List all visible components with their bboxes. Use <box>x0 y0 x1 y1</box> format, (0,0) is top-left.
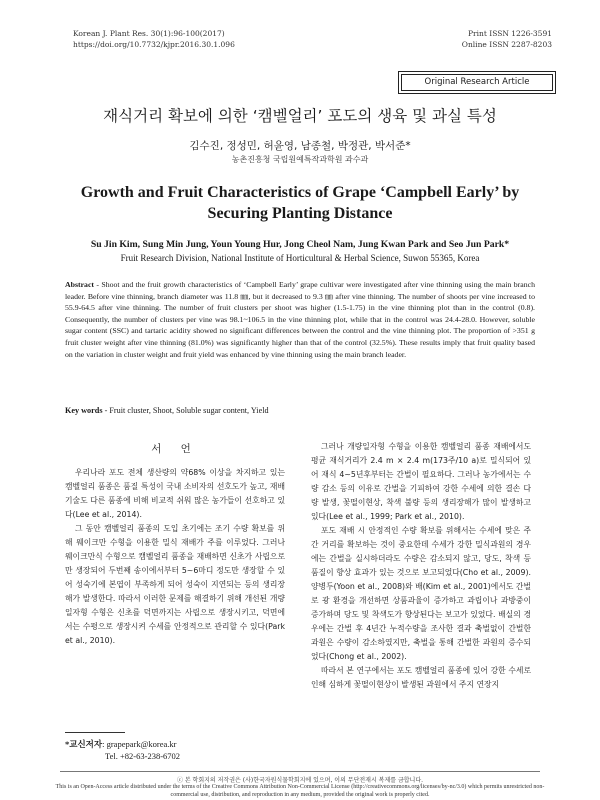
section-title-introduction: 서 언 <box>151 443 199 455</box>
body-paragraph: 그 동안 캠벨얼리 품종의 도입 초기에는 조기 수량 확보를 위해 웨이크만 수형을 이용한 밀식 재배가 주를 이루었다. 그러나 웨이크만식 수형으로 캠벨얼리 품종을 재배하면 신초가 사립으로만 생장되어 두번째 송이에서부터 5~6마디 정도만 생장할 수 있어 성숙기에 본엽이 부족하게 되어 성숙이 지연되는 등의 생리장해가 발생한다. 따라서 이러한 문제를 해결하기 위해 개선된 개량일자형 수형은 신초를 덕면까지는 사립으로 생장시키고, 덕면에서는 수평으로 생장시켜 수세를 안정적으로 관리할 수 있다(Park et al., 2010). <box>65 524 285 645</box>
article-type-badge: Original Research Article <box>401 74 553 91</box>
body-paragraph: 그러나 개량일자형 수형을 이용한 캠벨얼리 품종 재배에서도 평균 재식거리가 2.4 m × 2.4 m(173주/10 a)로 밀식되어 있어 재식 4~5년후부터는 간벌이 필요하다. 그러나 농가에서는 수량 감소 등의 이유로 간벌을 기피하여 강한 수세에 의한 결손 다량 발생, 꽃떨이현상, 착색 불량 등의 생리장해가 많이 발생하고 있다(Lee et al., 1999; Park et al., 2010). <box>311 442 531 521</box>
footnote-email[interactable]: : grapepark@korea.kr <box>102 739 177 749</box>
body-paragraph: 포도 재배 시 안정적인 수량 확보를 위해서는 수세에 맞은 주간 거리를 확보하는 것이 중요한데 수세가 강한 밀식과원의 경우에는 간벌을 실시하더라도 수량은 감소되지 않고, 당도, 착색 등 품질이 향상 효과가 있는 것으로 보고되었다(Cho et al., 2009). 양병두(Yoon et al., 2008)와 배(Kim et al., 2001)에서도 간벌로 광 환경을 개선하면 상품과율이 증가하고 과립이나 과방중이 증가하며 당도 및 착색도가 향상된다는 보고가 있었다. 배실의 경우에는 간벌 후 4년간 누적수량을 조사한 결과 축벌없이 간벌한 과원은 수량이 감소하였지만, 축벌을 통해 간벌한 과원의 증수되었다(Chong et al., 2002). <box>311 526 531 661</box>
keywords-text: - Fruit cluster, Shoot, Soluble sugar content, Yield <box>102 406 269 415</box>
journal-header <box>73 28 235 50</box>
korean-affiliation: 농촌진흥청 국립원예특작과학원 과수과 <box>231 155 369 164</box>
english-affiliation: Fruit Research Division, National Institute of Horticultural & Herbal Science, Suwon 55365, Korea <box>120 253 480 263</box>
footnote-divider <box>65 732 125 733</box>
keywords <box>65 406 535 415</box>
corresponding-author-footnote <box>65 738 180 762</box>
abstract <box>65 279 535 360</box>
footer-divider <box>60 771 540 772</box>
keywords-label: Key words <box>65 406 103 415</box>
issn-header <box>462 28 552 50</box>
footnote-tel: Tel. +82-63-238-6702 <box>105 751 181 761</box>
footnote-label: *교신저자 <box>65 739 103 749</box>
body-paragraph: 따라서 본 연구에서는 포도 캠벨얼리 품종에 있어 강한 수세로 인해 심하게 꽃떨이현상이 발생된 과원에서 주지 연장지 <box>311 666 531 689</box>
right-column <box>311 440 531 692</box>
abstract-text: - Shoot and the fruit growth characteristics of ‘Campbell Early’ grape cultivar were investigated after vine thinning using the main branch leader. Before vine thinning, branch diameter was 11.8 ㎜, but it decreased to 9.3 ㎜ after vine thinning. The number of shoots per vine increased to 55.9-64.5 after vine thinning. The number of fruit clusters per shoot was higher (1.5-1.75) in the vine thinning plot than in the control (0.8). Consequently, the number of clusters per vine was 98.1~106.5 in the vine thinning plot, while that in the control was 24.4-28.0. However, soluble sugar content (SSC) and tartaric acidity showed no significant differences between the control and the vine thinning plot. The proportion of >351 g fruit cluster weight after vine thinning (81.0%) was significantly higher than that of the control (32.5%). These results imply that fruit quality based on the variation in cluster weight and fruit yield was enhanced by vine thinning using the main branch leader. <box>65 280 535 359</box>
abstract-label: Abstract <box>65 280 95 289</box>
online-issn: Online ISSN 2287-8203 <box>461 40 552 49</box>
english-authors: Su Jin Kim, Sung Min Jung, Youn Young Hur, Jong Cheol Nam, Jung Kwan Park and Seo Jun Park* <box>90 239 510 250</box>
license-notice: This is an Open-Access article distributed under the terms of the Creative Commons Attribution Non-Commercial License (http://creativecommons.org/licenses/by-nc/3.0) which permits unrestricted non-commercial use, distribution, and reproduction in any medium, provided the original work is properly cited. <box>55 784 545 798</box>
left-column <box>65 440 285 648</box>
korean-title: 재식거리 확보에 의한 ‘캠벨얼리’ 포도의 생육 및 과실 특성 <box>103 107 497 125</box>
korean-authors: 김수진, 정성민, 허윤영, 남종철, 박정관, 박서준* <box>189 140 411 152</box>
doi-link[interactable]: https://doi.org/10.7732/kjpr.2016.30.1.096 <box>73 40 235 49</box>
body-paragraph: 우리나라 포도 전체 생산량의 약68% 이상을 차지하고 있는 캠벨얼리 품종은 품질 특성이 국내 소비자의 선호도가 높고, 재배 기술도 다른 품종에 비해 비교적 쉬워 많은 농가들이 선호하고 있다(Lee et al., 2014). <box>65 468 285 519</box>
journal-citation: Korean J. Plant Res. 30(1):96-100(2017) <box>73 29 225 38</box>
english-title: Growth and Fruit Characteristics of Grape ‘Campbell Early’ by Securing Planting Distance <box>80 184 520 222</box>
print-issn: Print ISSN 1226-3591 <box>467 29 552 38</box>
copyright-notice: ⓒ 본 학회지의 저작권은 (사)한국자원식물학회지에 있으며, 이의 무단전재시 복제를 금합니다. <box>176 777 424 784</box>
